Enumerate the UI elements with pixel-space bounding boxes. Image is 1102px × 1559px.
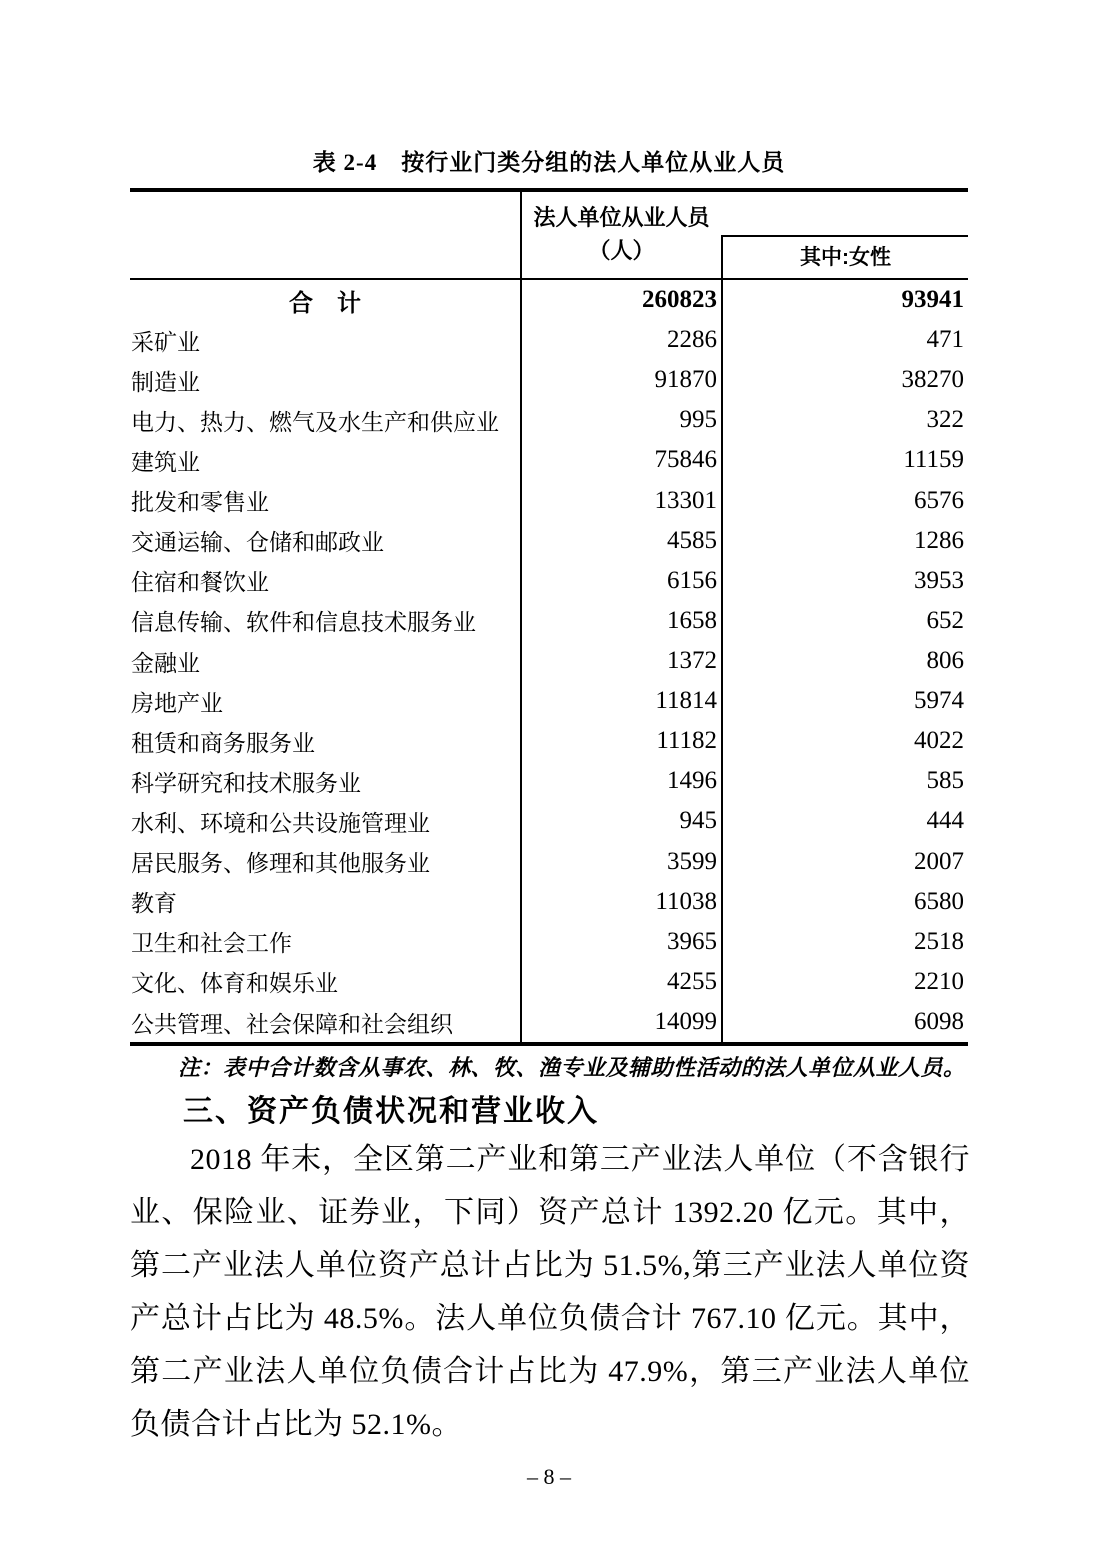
table-row [130,440,968,480]
table-grid [130,192,968,1042]
row-label: 合 计 [289,290,361,317]
table-row [130,481,968,521]
table-row [130,641,968,681]
table-row [130,601,968,641]
row-female-value: 1286 [914,526,964,554]
table-row [130,320,968,360]
row-employees-value: 4255 [667,967,717,995]
row-employees-value: 1372 [667,647,717,675]
table-row [130,882,968,922]
row-label: 居民服务、修理和其他服务业 [131,851,430,877]
table-divider-vertical-2 [721,235,723,1042]
row-label: 采矿业 [131,329,200,355]
row-female-value: 444 [926,807,964,835]
row-label: 文化、体育和娱乐业 [131,971,338,997]
table-row [130,761,968,801]
row-employees-value: 3965 [667,927,717,955]
row-female-value: 806 [926,647,964,675]
row-label: 信息传输、软件和信息技术服务业 [131,610,476,636]
table-row [130,1002,968,1042]
section-paragraph: 2018 年末，全区第二产业和第三产业法人单位（不含银行业、保险业、证券业，下同）资产总计 1392.20 亿元。其中，第二产业法人单位资产总计占比为 51.5%,第三产业法人单位资产总计占比为 48.5%。法人单位负债合计 767.10 亿元。其中，第二产业法人单位负债合计占比为 47.9%，第三产业法人单位负债合计占比为 52.1%。 [130,1143,970,1441]
row-female-value: 11159 [903,446,964,474]
employment-table [130,188,968,1046]
row-employees-value: 1658 [667,606,717,634]
row-female-value: 585 [926,767,964,795]
row-female-value: 2210 [914,967,964,995]
table-row [130,681,968,721]
section-heading: 三、资产负债状况和营业收入 [183,1095,599,1128]
row-label: 卫生和社会工作 [131,931,292,957]
row-label: 电力、热力、燃气及水生产和供应业 [131,409,499,435]
row-female-value: 6576 [914,486,964,514]
row-label: 房地产业 [131,690,223,716]
row-employees-value: 91870 [654,366,717,394]
row-label: 科学研究和技术服务业 [131,770,361,796]
row-employees-value: 1496 [667,767,717,795]
row-employees-value: 260823 [642,286,717,314]
row-female-value: 93941 [901,286,964,314]
female-header-top-border [721,235,968,237]
row-label: 批发和零售业 [131,490,269,516]
row-employees-value: 13301 [654,486,717,514]
row-label: 住宿和餐饮业 [131,570,269,596]
row-female-value: 322 [926,406,964,434]
row-label: 公共管理、社会保障和社会组织 [131,1011,453,1037]
row-employees-value: 2286 [667,326,717,354]
row-female-value: 6098 [914,1008,964,1036]
table-divider-vertical-1 [520,192,522,1042]
column-header-employees-line1: 法人单位从业人员 [533,205,710,230]
row-label: 制造业 [131,369,200,395]
column-header-employees [522,201,721,267]
table-title: 表 2-4 按行业门类分组的法人单位从业人员 [312,150,786,175]
table-row [130,721,968,761]
table-row [130,561,968,601]
row-employees-value: 4585 [667,526,717,554]
row-employees-value: 11814 [655,687,717,715]
row-female-value: 652 [926,606,964,634]
table-row [130,801,968,841]
row-employees-value: 11182 [656,727,717,755]
row-female-value: 471 [926,326,964,354]
row-female-value: 2518 [914,927,964,955]
row-employees-value: 945 [679,807,717,835]
table-row [130,521,968,561]
table-footnote: 注：表中合计数含从事农、林、牧、渔专业及辅助性活动的法人单位从业人员。 [178,1055,966,1080]
row-female-value: 5974 [914,687,964,715]
table-body [130,280,968,1042]
row-employees-value: 6156 [667,566,717,594]
table-row-total [130,280,968,320]
row-female-value: 4022 [914,727,964,755]
row-label: 交通运输、仓储和邮政业 [131,530,384,556]
column-header-female: 其中:女性 [800,246,891,269]
row-employees-value: 14099 [654,1008,717,1036]
row-employees-value: 995 [679,406,717,434]
table-row [130,962,968,1002]
page-number: – 8 – [527,1464,571,1489]
table-row [130,922,968,962]
row-employees-value: 3599 [667,847,717,875]
row-female-value: 6580 [914,887,964,915]
row-female-value: 2007 [914,847,964,875]
row-label: 金融业 [131,650,200,676]
column-header-employees-line2: （人） [588,238,655,263]
table-row [130,400,968,440]
table-row [130,360,968,400]
row-employees-value: 75846 [654,446,717,474]
row-label: 教育 [131,891,177,917]
row-female-value: 3953 [914,566,964,594]
row-label: 租赁和商务服务业 [131,730,315,756]
row-female-value: 38270 [901,366,964,394]
row-employees-value: 11038 [655,887,717,915]
row-label: 建筑业 [131,449,200,475]
table-row [130,842,968,882]
row-label: 水利、环境和公共设施管理业 [131,810,430,836]
